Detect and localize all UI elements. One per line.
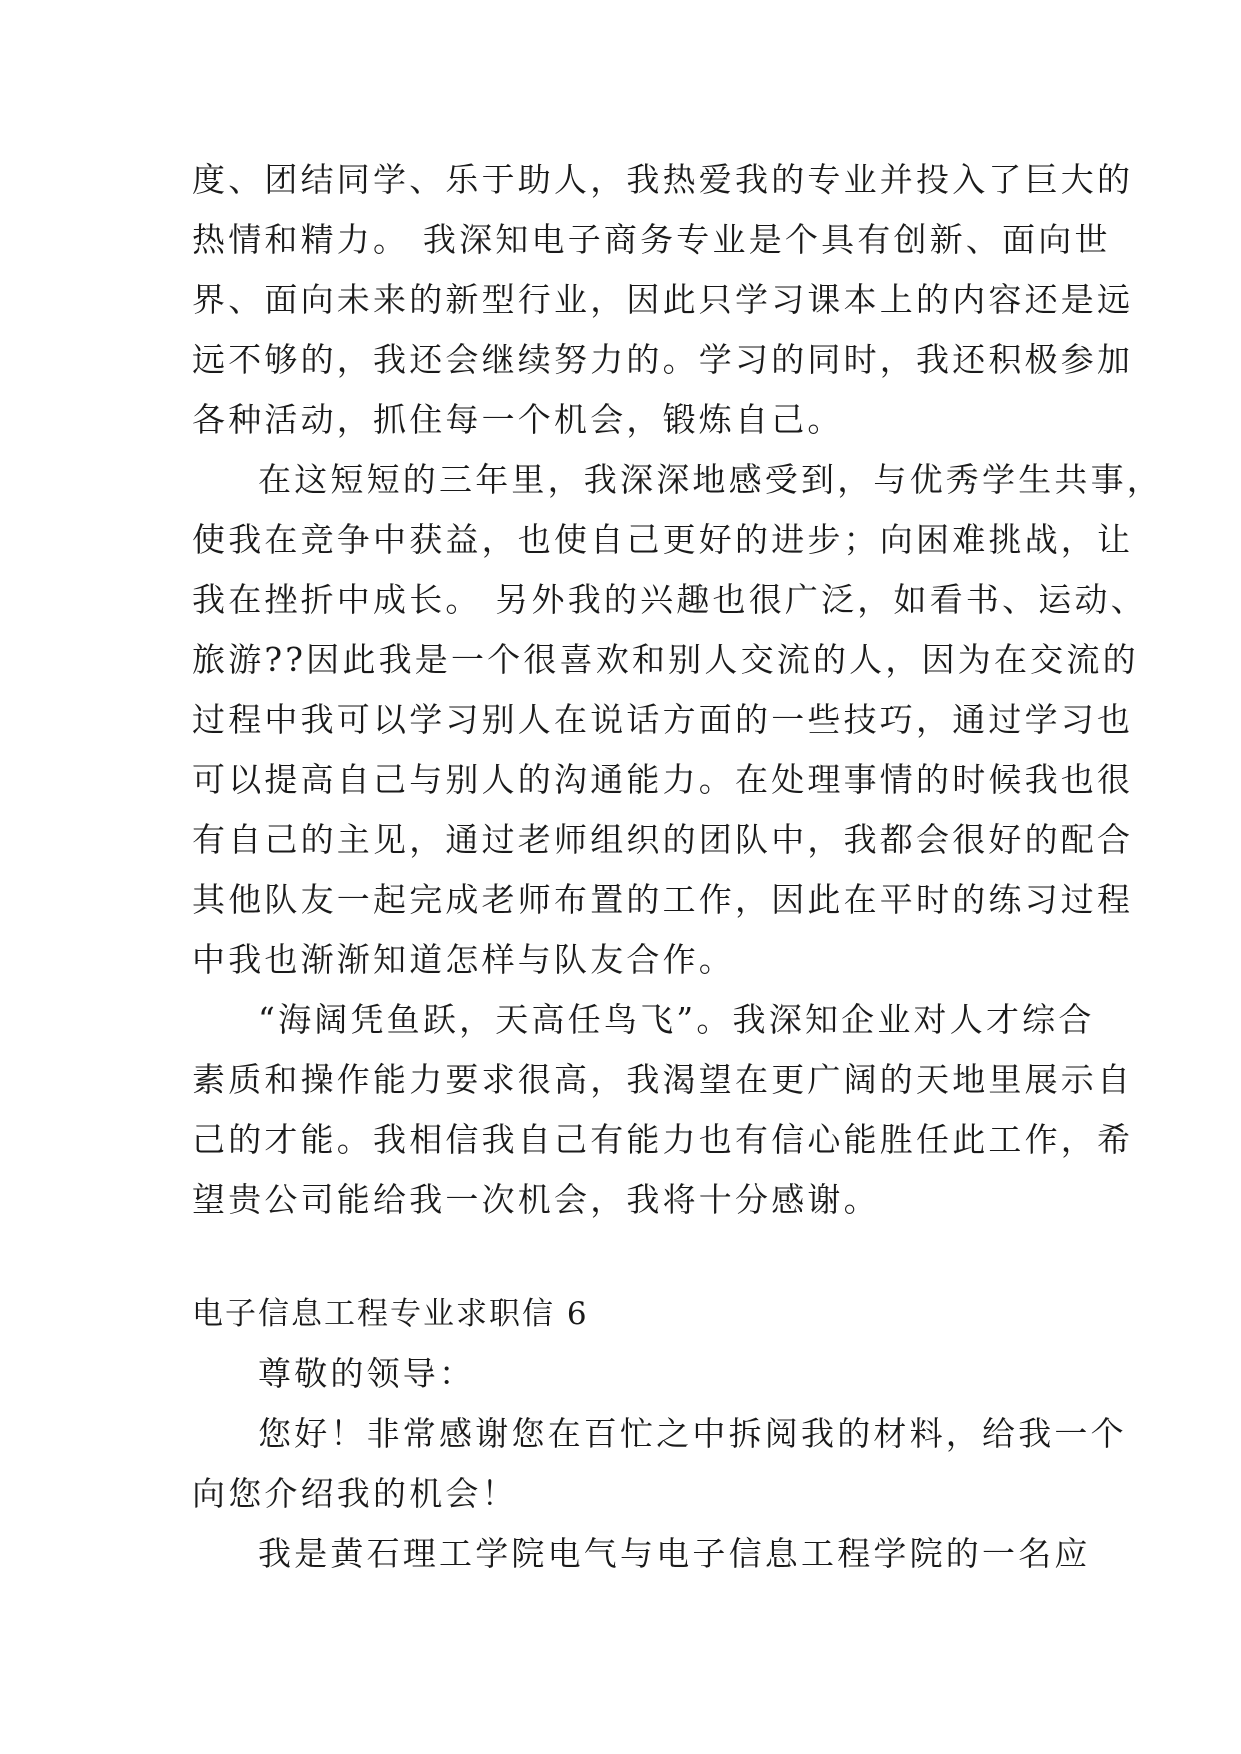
text-line: 向您介绍我的机会！ <box>192 1474 518 1513</box>
text-line: 度、团结同学、乐于助人，我热爱我的专业并投入了巨大的 <box>192 160 1134 199</box>
text-line: 我是黄石理工学院电气与电子信息工程学院的一名应 <box>258 1534 1091 1573</box>
text-line: 可以提高自己与别人的沟通能力。在处理事情的时候我也很 <box>192 760 1134 799</box>
salutation <box>192 1344 1052 1404</box>
text-line: 其他队友一起完成老师布置的工作，因此在平时的练习过程 <box>192 880 1134 919</box>
text-line: 过程中我可以学习别人在说话方面的一些技巧，通过学习也 <box>192 700 1134 739</box>
paragraph-3 <box>192 990 1134 1230</box>
text-line: 各种活动，抓住每一个机会，锻炼自己。 <box>192 400 844 439</box>
document-page <box>192 150 1163 1584</box>
text-line: 有自己的主见，通过老师组织的团队中，我都会很好的配合 <box>192 820 1134 859</box>
text-line: 旅游??因此我是一个很喜欢和别人交流的人，因为在交流的 <box>192 640 1139 679</box>
text-line: 我在挫折中成长。 另外我的兴趣也很广泛，如看书、运动、 <box>192 580 1147 619</box>
text-line: 己的才能。我相信我自己有能力也有信心能胜任此工作，希 <box>192 1120 1134 1159</box>
paragraph-1 <box>192 150 1134 450</box>
text-line: 远不够的，我还会继续努力的。学习的同时，我还积极参加 <box>192 340 1134 379</box>
paragraph-greeting <box>192 1404 1127 1524</box>
text-line: 您好！非常感谢您在百忙之中拆阅我的材料，给我一个 <box>258 1414 1127 1453</box>
text-line: 界、面向未来的新型行业，因此只学习课本上的内容还是远 <box>192 280 1134 319</box>
text-line: 热情和精力。 我深知电子商务专业是个具有创新、面向世 <box>192 220 1111 259</box>
paragraph-intro <box>192 1524 1091 1584</box>
text-line: 中我也渐渐知道怎样与队友合作。 <box>192 940 735 979</box>
text-line: 素质和操作能力要求很高，我渴望在更广阔的天地里展示自 <box>192 1060 1134 1099</box>
text-line: 使我在竞争中获益，也使自己更好的进步；向困难挑战，让 <box>192 520 1134 559</box>
text-line: 在这短短的三年里，我深深地感受到，与优秀学生共事， <box>258 460 1163 499</box>
paragraph-2 <box>192 450 1163 990</box>
text-line: 尊敬的领导： <box>258 1354 476 1393</box>
text-line: 望贵公司能给我一次机会，我将十分感谢。 <box>192 1180 880 1219</box>
section-heading: 电子信息工程专业求职信 6 <box>192 1296 589 1332</box>
text-line: “海阔凭鱼跃，天高任鸟飞”。我深知企业对人才综合 <box>258 1000 1095 1039</box>
